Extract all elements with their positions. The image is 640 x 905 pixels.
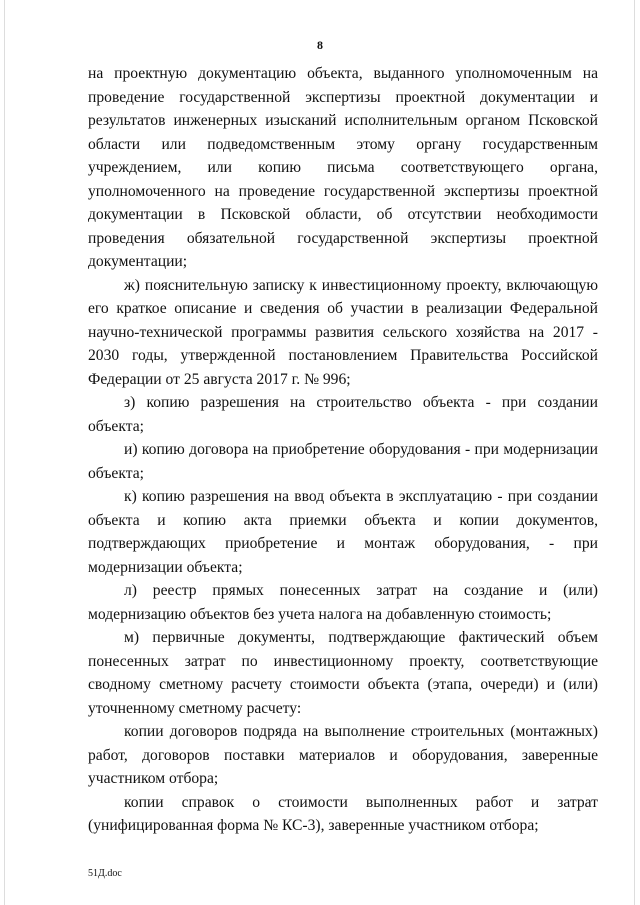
paragraph-subitem-contracts: копии договоров подряда на выполнение строительных (монтажных) работ, договоров поставки материалов и оборудования, заверенные участником отбора; bbox=[88, 723, 598, 787]
paragraph-item-z: з) копию разрешения на строительство объекта - при создании объекта; bbox=[88, 394, 598, 435]
paragraph-item-l: л) реестр прямых понесенных затрат на создание и (или) модернизацию объектов без учета налога на добавленную стоимость; bbox=[88, 582, 598, 623]
scan-edge-left bbox=[4, 0, 5, 905]
paragraph-item-i: и) копию договора на приобретение оборудования - при модернизации объекта; bbox=[88, 441, 598, 482]
paragraph-item-zh: ж) пояснительную записку к инвестиционному проекту, включающую его краткое описание и сведения об участии в реализации Федеральной научно-технической программы развития сельского хозяйства на 2017 - 2030 годы, утвержденной постановлением Правительства Российской Федерации от 25 августа 2017 г. № 996; bbox=[88, 276, 598, 388]
footer-filename: 51Д.doc bbox=[88, 868, 122, 879]
paragraph-continuation: на проектную документацию объекта, выданного уполномоченным на проведение государственной экспертизы проектной документации и результатов инженерных изысканий исполнительным органом Псковской области или подведомственным этому органу государственным учреждением, или копию письма соответствующего органа, уполномоченного на проведение государственной экспертизы проектной документации в Псковской области, об отсутствии необходимости проведения обязательной государственной экспертизы проектной документации; bbox=[88, 65, 598, 270]
scan-edge-right bbox=[634, 0, 635, 905]
paragraph-item-k: к) копию разрешения на ввод объекта в эксплуатацию - при создании объекта и копию акта приемки объекта и копии документов, подтверждающих приобретение и монтаж оборудования, - при модернизации объекта; bbox=[88, 488, 598, 576]
page-number: 8 bbox=[317, 38, 323, 52]
paragraph-subitem-ks3: копии справок о стоимости выполненных работ и затрат (унифицированная форма № КС-3), заверенные участником отбора; bbox=[88, 793, 598, 834]
paragraph-item-m: м) первичные документы, подтверждающие фактический объем понесенных затрат по инвестиционному проекту, соответствующие сводному сметному расчету стоимости объекта (этапа, очереди) и (или) уточненному сметному расчету: bbox=[88, 629, 598, 717]
document-body bbox=[88, 62, 598, 838]
